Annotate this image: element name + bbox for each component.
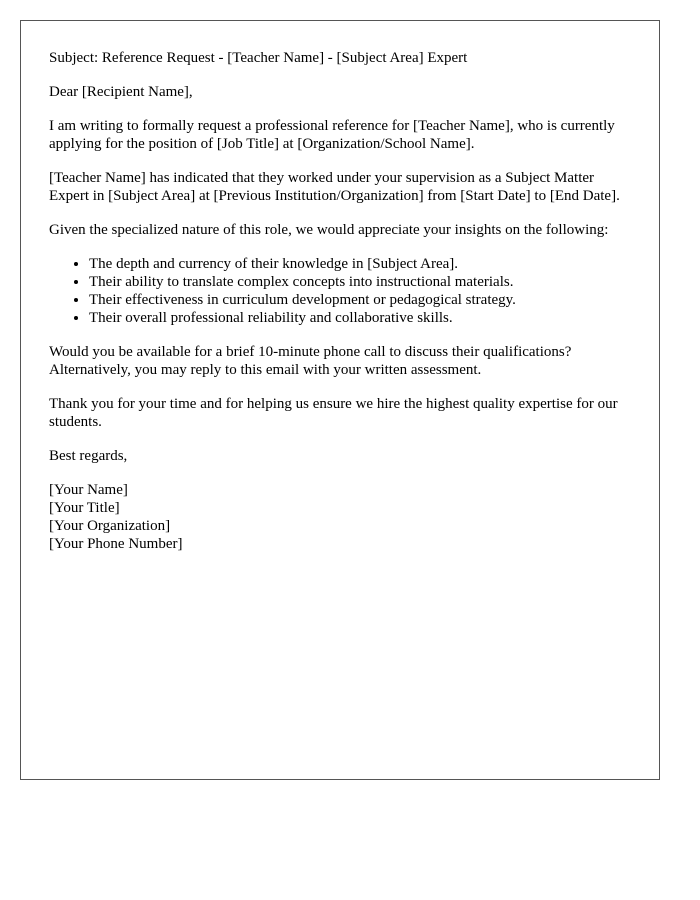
closing: Best regards, <box>49 448 128 464</box>
signature-phone: [Your Phone Number] <box>49 536 183 552</box>
subject-line: Subject: Reference Request - [Teacher Name] - [Subject Area] Expert <box>49 50 468 66</box>
signature-name: [Your Name] <box>49 482 128 498</box>
list-item: • Their overall professional reliability and collaborative skills. <box>89 309 631 327</box>
signature-organization: [Your Organization] <box>49 518 171 534</box>
call-paragraph: Would you be available for a brief 10-minute phone call to discuss their qualifications? Alternatively, you may reply to this email with your written assessment. <box>49 344 572 378</box>
signature-block <box>49 481 631 553</box>
background-paragraph: [Teacher Name] has indicated that they worked under your supervision as a Subject Matter Expert in [Subject Area] at [Previous Institution/Organization] from [Start Date] to [End Date]. <box>49 170 620 204</box>
letter-document <box>20 20 660 780</box>
list-item: • Their effectiveness in curriculum development or pedagogical strategy. <box>89 291 631 309</box>
intro-paragraph: I am writing to formally request a professional reference for [Teacher Name], who is currently applying for the position of [Job Title] at [Organization/School Name]. <box>49 118 615 152</box>
list-item: • Their ability to translate complex concepts into instructional materials. <box>89 273 631 291</box>
request-paragraph: Given the specialized nature of this role, we would appreciate your insights on the following: <box>49 222 609 238</box>
signature-title: [Your Title] <box>49 500 120 516</box>
thanks-paragraph: Thank you for your time and for helping us ensure we hire the highest quality expertise for our students. <box>49 396 618 430</box>
greeting: Dear [Recipient Name], <box>49 84 193 100</box>
insights-list <box>49 255 631 327</box>
list-item: • The depth and currency of their knowledge in [Subject Area]. <box>89 255 631 273</box>
